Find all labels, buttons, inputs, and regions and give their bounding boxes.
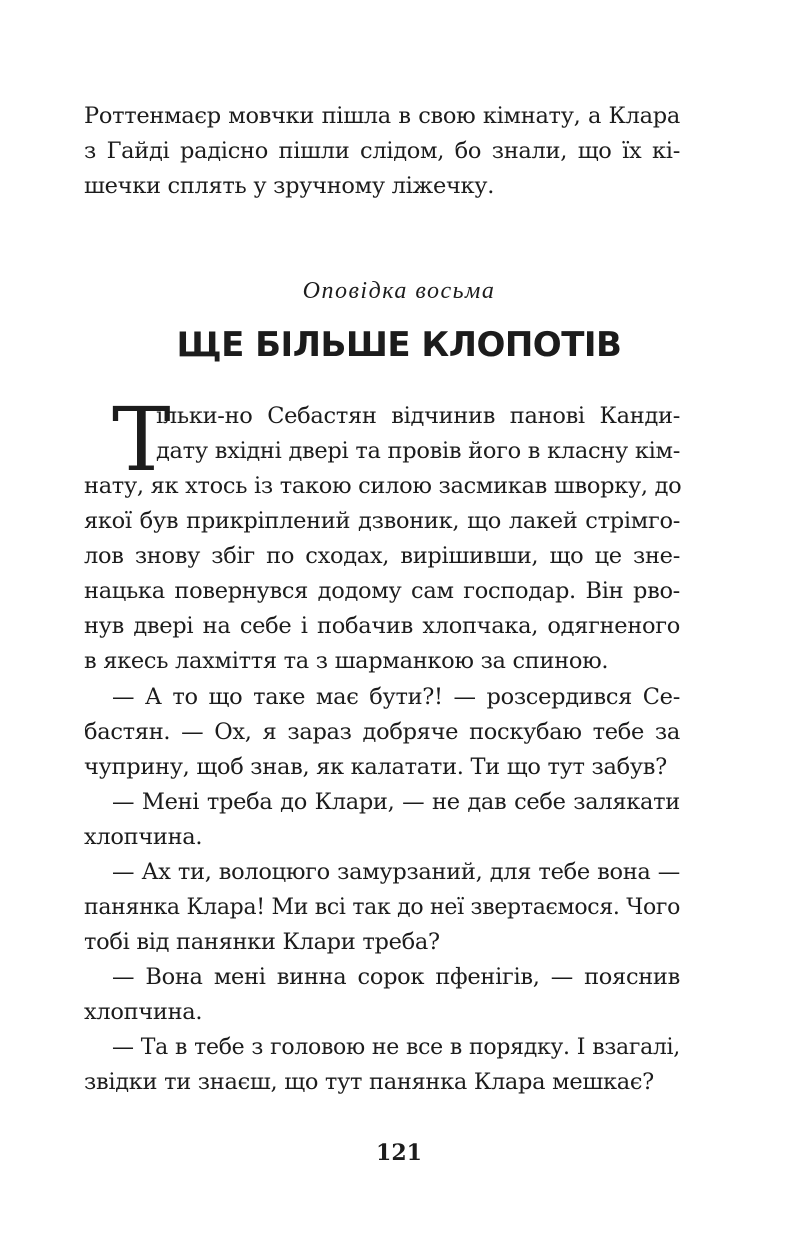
drop-cap: Т <box>112 388 171 491</box>
body-line: — Мені треба до Клари, — не дав себе залякати <box>112 789 680 815</box>
body-line: в якесь лахміття та з шарманкою за спиною. <box>84 648 609 674</box>
intro-line: з Гайді радісно пішли слідом, бо знали, що їх кі- <box>84 138 680 164</box>
body-line: хлопчина. <box>84 999 203 1025</box>
body-line: — Ах ти, волоцюго замурзаний, для тебе вона — <box>112 859 680 885</box>
body-line: лов знову збіг по сходах, вирішивши, що це зне- <box>84 543 680 569</box>
body-line: — Вона мені винна сорок пфенігів, — пояснив <box>112 964 680 990</box>
body-line: панянка Клара! Ми всі так до неї звертаємося. Чого <box>84 895 681 920</box>
chapter-title: ЩЕ БІЛЬШЕ КЛОПОТІВ <box>176 325 622 365</box>
chapter-subtitle: Оповідка восьма <box>302 278 496 304</box>
intro-line: шечки сплять у зручному ліжечку. <box>84 173 495 199</box>
body-line: звідки ти знаєш, що тут панянка Клара мешкає? <box>84 1069 654 1095</box>
body-line: нацька повернувся додому сам господар. Він рво- <box>84 578 680 604</box>
body-line: тобі від панянки Клари треба? <box>84 929 440 955</box>
body-line: ільки-но Себастян відчинив панові Канди- <box>156 403 680 429</box>
page-number: 121 <box>376 1140 422 1166</box>
body-line: — Та в тебе з головою не все в порядку. І взагалі, <box>112 1035 680 1060</box>
body-line: — А то що таке має бути?! — розсердився Се- <box>112 684 680 710</box>
intro-line: Роттенмаєр мовчки пішла в свою кімнату, а Клара <box>84 103 680 129</box>
body-line: бастян. — Ох, я зараз добряче поскубаю тебе за <box>84 719 680 745</box>
body-line: дату вхідні двері та провів його в класну кім- <box>156 438 680 464</box>
body-line: нату, як хтось із такою силою засмикав шворку, до <box>84 473 682 499</box>
body-line: чуприну, щоб знав, як калатати. Ти що тут забув? <box>84 754 667 780</box>
body-line: якої був прикріплений дзвоник, що лакей стрімго- <box>84 508 680 534</box>
body-line: нув двері на себе і побачив хлопчака, одягненого <box>84 613 680 639</box>
body-line: хлопчина. <box>84 824 203 850</box>
